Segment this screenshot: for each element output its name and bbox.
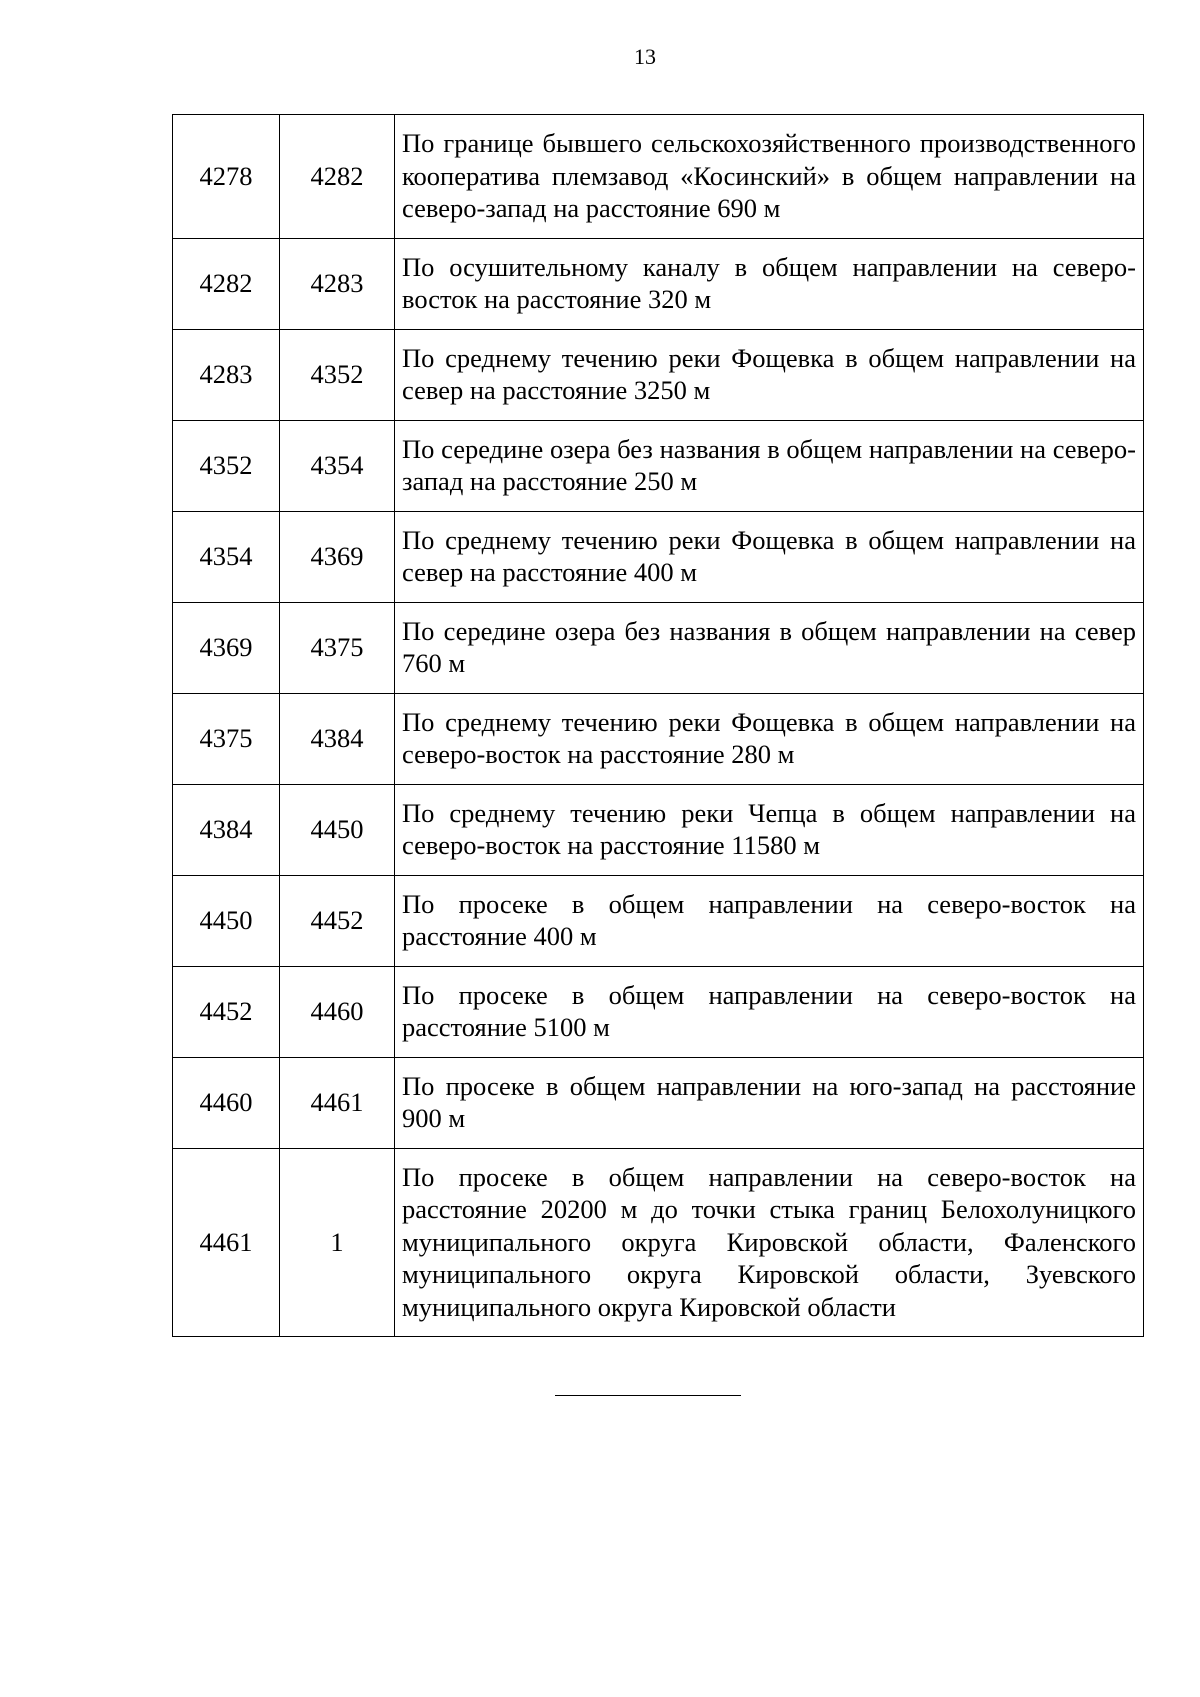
from-point-cell: 4450 [173,875,280,966]
to-point-cell: 1 [280,1148,395,1337]
to-point-cell: 4450 [280,784,395,875]
to-point-cell: 4452 [280,875,395,966]
to-point-cell: 4354 [280,420,395,511]
boundary-description-cell: По среднему течению реки Фощевка в общем направлении на север на расстояние 3250 м [395,329,1144,420]
table-row [173,1057,1144,1148]
boundary-description-cell: По середине озера без названия в общем направлении на север 760 м [395,602,1144,693]
page-number: 13 [634,44,656,69]
to-point-cell: 4283 [280,238,395,329]
table-row [173,511,1144,602]
boundary-description-cell: По среднему течению реки Фощевка в общем направлении на север на расстояние 400 м [395,511,1144,602]
from-point-cell: 4375 [173,693,280,784]
to-point-cell: 4460 [280,966,395,1057]
to-point-cell: 4384 [280,693,395,784]
boundary-description-cell: По границе бывшего сельскохозяйственного производственного кооператива племзавод «Косинский» в общем направлении на северо-запад на расстояние 690 м [395,115,1144,239]
table-row [173,875,1144,966]
table-row [173,115,1144,239]
table-row [173,420,1144,511]
table-row [173,1148,1144,1337]
to-point-cell: 4461 [280,1057,395,1148]
from-point-cell: 4460 [173,1057,280,1148]
table-row [173,966,1144,1057]
to-point-cell: 4369 [280,511,395,602]
boundary-description-cell: По просеке в общем направлении на юго-запад на расстояние 900 м [395,1057,1144,1148]
from-point-cell: 4278 [173,115,280,239]
to-point-cell: 4282 [280,115,395,239]
from-point-cell: 4452 [173,966,280,1057]
boundary-description-cell: По просеке в общем направлении на северо-восток на расстояние 20200 м до точки стыка границ Белохолуницкого муниципального округа Кировской области, Фаленского муниципального округа Кировской области, Зуевского муниципального округа Кировской области [395,1148,1144,1337]
table-row [173,693,1144,784]
from-point-cell: 4283 [173,329,280,420]
boundary-description-cell: По осушительному каналу в общем направлении на северо-восток на расстояние 320 м [395,238,1144,329]
boundary-description-cell: По середине озера без названия в общем направлении на северо-запад на расстояние 250 м [395,420,1144,511]
to-point-cell: 4352 [280,329,395,420]
boundary-description-cell: По среднему течению реки Фощевка в общем направлении на северо-восток на расстояние 280 м [395,693,1144,784]
table-row [173,329,1144,420]
boundary-table [172,114,1144,1337]
end-of-section-line [555,1395,741,1396]
table-row [173,784,1144,875]
from-point-cell: 4461 [173,1148,280,1337]
boundary-description-cell: По среднему течению реки Чепца в общем направлении на северо-восток на расстояние 11580 м [395,784,1144,875]
from-point-cell: 4352 [173,420,280,511]
boundary-description-cell: По просеке в общем направлении на северо-восток на расстояние 5100 м [395,966,1144,1057]
boundary-description-cell: По просеке в общем направлении на северо-восток на расстояние 400 м [395,875,1144,966]
table-row [173,602,1144,693]
from-point-cell: 4282 [173,238,280,329]
from-point-cell: 4384 [173,784,280,875]
from-point-cell: 4369 [173,602,280,693]
table-row [173,238,1144,329]
from-point-cell: 4354 [173,511,280,602]
to-point-cell: 4375 [280,602,395,693]
boundary-table-body [173,115,1144,1337]
